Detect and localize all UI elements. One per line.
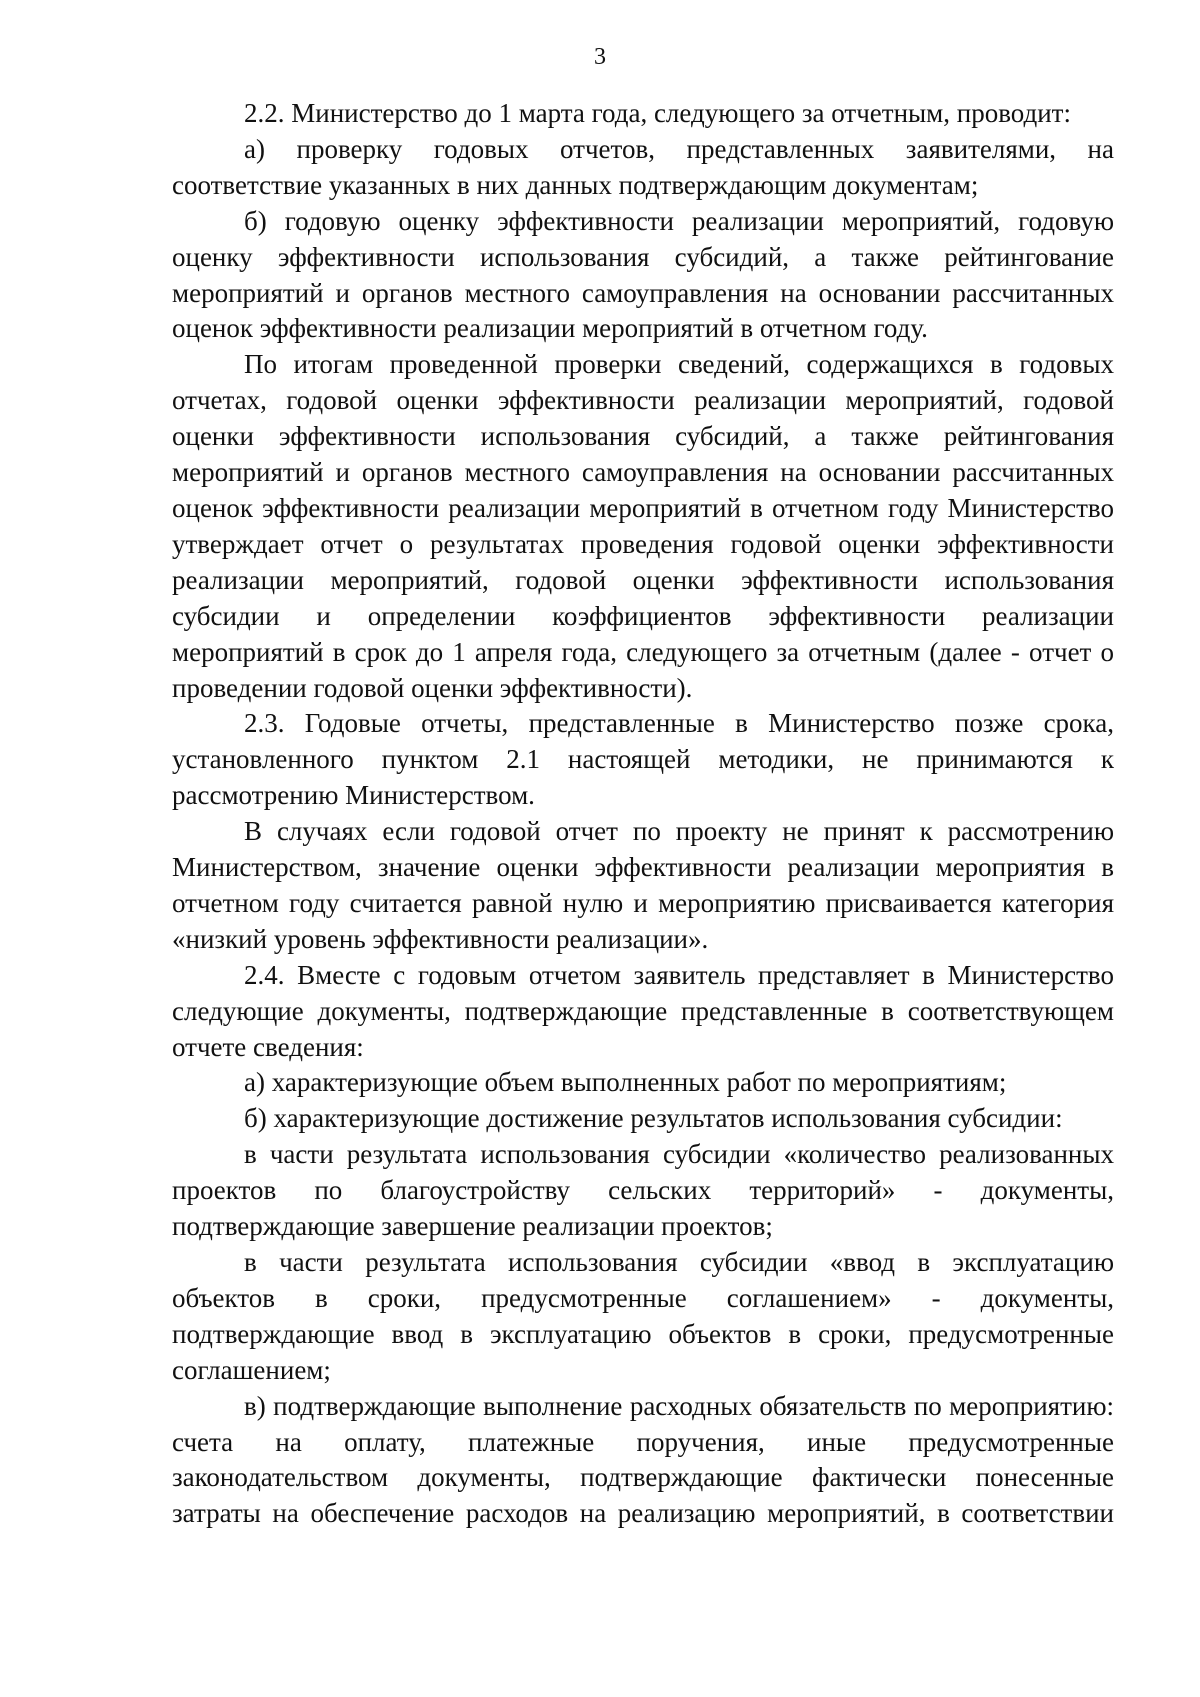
paragraph-2-2-b: б) годовую оценку эффективности реализации мероприятий, годовую оценку эффективности использования субсидий, а также рейтингование мероприятий и органов местного самоуправления на основании рассчитанных оценок эффективности реализации мероприятий в отчетном году. bbox=[172, 205, 1114, 344]
paragraph-not-accepted: В случаях если годовой отчет по проекту не принят к рассмотрению Министерством, значение оценки эффективности реализации мероприятия в отчетном году считается равной нулю и мероприятию присваивается категория «низкий уровень эффективности реализации». bbox=[172, 816, 1114, 954]
paragraph-2-4-intro: 2.4. Вместе с годовым отчетом заявитель представляет в Министерство следующие документы, подтверждающие представленные в соответствующем отчете сведения: bbox=[172, 959, 1114, 1062]
paragraph-2-2-intro: 2.2. Министерство до 1 марта года, следующего за отчетным, проводит: bbox=[244, 98, 1071, 128]
page-number: 3 bbox=[594, 44, 606, 70]
paragraph-2-4-a: а) характеризующие объем выполненных работ по мероприятиям; bbox=[244, 1067, 1007, 1098]
paragraph-results-report: По итогам проведенной проверки сведений, содержащихся в годовых отчетах, годовой оценки эффективности реализации мероприятий, годовой оценки эффективности использования субсидий, а также рейтингования мероприятий и органов местного самоуправления на основании рассчитанных оценок эффективности реализации мероприятий в отчетном году Министерство утверждает отчет о результатах проведения годовой оценки эффективности реализации мероприятий, годовой оценки эффективности использования субсидии и определении коэффициентов эффективности реализации мероприятий в срок до 1 апреля года, следующего за отчетным (далее - отчет о проведении годовой оценки эффективности). bbox=[172, 349, 1114, 703]
paragraph-result-projects: в части результата использования субсидии «количество реализованных проектов по благоустройству сельских территорий» - документы, подтверждающие завершение реализации проектов; bbox=[172, 1139, 1114, 1242]
paragraph-2-4-c: в) подтверждающие выполнение расходных обязательств по мероприятию: счета на оплату, платежные поручения, иные предусмотренные законодательством документы, подтверждающие фактически понесенные затраты на обеспечение расходов на реализацию мероприятий, в соответствии bbox=[172, 1390, 1114, 1529]
paragraph-2-4-b: б) характеризующие достижение результатов использования субсидии: bbox=[244, 1103, 1063, 1134]
paragraph-2-2-a: а) проверку годовых отчетов, представленных заявителями, на соответствие указанных в них данных подтверждающим документам; bbox=[172, 133, 1114, 200]
paragraph-result-commissioning: в части результата использования субсидии «ввод в эксплуатацию объектов в сроки, предусмотренные соглашением» - документы, подтверждающие ввод в эксплуатацию объектов в сроки, предусмотренные соглашением; bbox=[172, 1247, 1114, 1385]
paragraph-2-3: 2.3. Годовые отчеты, представленные в Министерство позже срока, установленного пунктом 2.1 настоящей методики, не принимаются к рассмотрению Министерством. bbox=[172, 708, 1114, 811]
